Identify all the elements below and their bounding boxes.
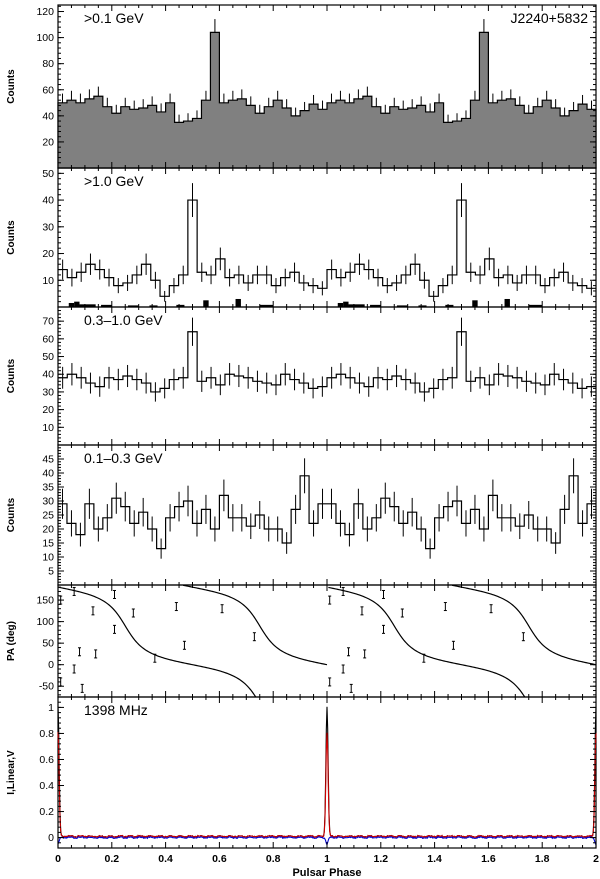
y-tick-label: 45 (42, 453, 54, 466)
y-tick-label: 15 (42, 537, 54, 550)
y-tick-label: 150 (36, 594, 54, 607)
pa-curve (183, 585, 596, 664)
energy-band-label: 0.1–0.3 GeV (84, 450, 163, 466)
y-tick-label: 60 (42, 84, 54, 97)
y-tick-label: 5 (48, 565, 54, 578)
y-tick-label: 40 (42, 368, 54, 381)
pulsar-name-label: J2240+5832 (510, 10, 588, 26)
y-tick-label: 0.6 (39, 753, 54, 766)
histogram-line (58, 332, 596, 392)
profile-curve (58, 732, 596, 837)
background-bar (74, 302, 79, 307)
radio-frequency-label: 1398 MHz (84, 702, 148, 718)
y-tick-label: 10 (42, 274, 54, 287)
histogram-panel-0.3-1.0-gev (6, 307, 596, 445)
y-axis-label: I,Linear,V (6, 750, 17, 795)
y-tick-label: 30 (42, 386, 54, 399)
histogram-panel-gt-0.1-gev (6, 5, 596, 168)
x-tick-label: 0.2 (104, 853, 120, 865)
y-tick-label: 0.4 (39, 780, 54, 793)
x-tick-label: 0 (55, 853, 61, 865)
y-tick-label: 0 (48, 659, 54, 672)
histogram-line (58, 476, 596, 549)
y-tick-label: -50 (38, 680, 54, 693)
y-axis-label: PA (deg) (6, 621, 17, 661)
x-tick-label: 1.4 (427, 853, 442, 865)
x-tick-label: 1.2 (373, 853, 389, 865)
x-tick-label: 1.6 (481, 853, 496, 865)
pa-curves (58, 585, 596, 697)
x-axis-label: Pulsar Phase (292, 867, 362, 879)
y-tick-label: 20 (42, 136, 54, 149)
energy-band-label: 0.3–1.0 GeV (84, 312, 163, 328)
y-tick-label: 30 (42, 221, 54, 234)
y-tick-label: 100 (36, 616, 54, 629)
x-tick-label: 0.8 (265, 853, 281, 865)
y-axis-label: Counts (6, 69, 17, 104)
histogram-fill (58, 32, 596, 168)
y-tick-label: 10 (42, 551, 54, 564)
y-tick-label: 20 (42, 404, 54, 417)
x-tick-label: 2 (593, 853, 599, 865)
y-axis-label: Counts (6, 220, 17, 255)
x-axis-ticks (55, 853, 599, 865)
x-tick-label: 0.6 (212, 853, 227, 865)
profile-curve (58, 706, 596, 837)
panel-frame (58, 585, 596, 697)
background-bar (236, 299, 241, 307)
background-bar (343, 302, 348, 307)
histogram-panel-gt-1.0-gev (6, 168, 596, 307)
y-axis-label: Counts (6, 497, 17, 533)
y-tick-label: 30 (42, 495, 54, 508)
y-tick-label: 50 (42, 167, 54, 180)
y-tick-label: 40 (42, 110, 54, 123)
y-tick-label: 70 (42, 315, 54, 328)
y-tick-label: 80 (42, 58, 54, 71)
y-tick-label: 50 (42, 637, 54, 650)
y-tick-label: 120 (36, 6, 54, 19)
y-tick-label: 10 (42, 421, 54, 434)
position-angle-panel (6, 585, 596, 697)
y-tick-label: 50 (42, 351, 54, 364)
y-axis-label: Counts (6, 358, 17, 394)
y-tick-label: 40 (42, 194, 54, 207)
y-tick-label: 1 (48, 701, 54, 714)
y-tick-label: 20 (42, 523, 54, 536)
radio-profile-panel (6, 697, 596, 848)
x-tick-label: 1.8 (534, 853, 550, 865)
y-tick-label: 40 (42, 467, 54, 480)
pa-curve (58, 587, 525, 697)
y-tick-label: 60 (42, 333, 54, 346)
histogram-line (58, 200, 596, 296)
y-tick-label: 0.8 (39, 727, 54, 740)
y-tick-label: 0 (48, 832, 54, 845)
y-tick-label: 100 (36, 32, 54, 45)
x-tick-label: 0.4 (158, 853, 173, 865)
y-tick-label: 20 (42, 248, 54, 261)
y-tick-label: 25 (42, 509, 54, 522)
y-tick-label: 35 (42, 481, 54, 494)
x-tick-label: 1 (324, 853, 330, 865)
background-bar (505, 299, 510, 307)
energy-band-label: >1.0 GeV (84, 173, 144, 189)
y-tick-label: 0.2 (39, 806, 54, 819)
histogram-panel-0.1-0.3-gev (6, 445, 596, 585)
energy-band-label: >0.1 GeV (84, 10, 144, 26)
